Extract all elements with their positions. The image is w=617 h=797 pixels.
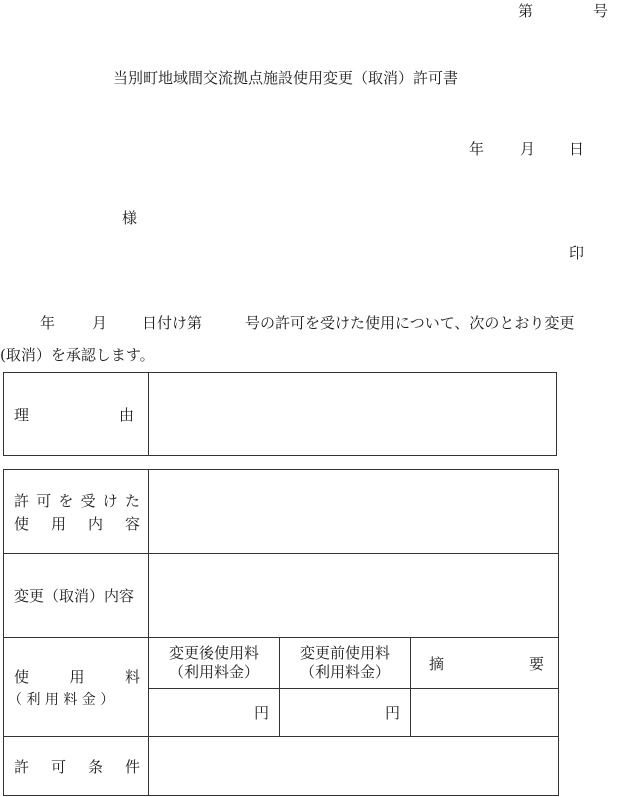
number-go: 号 xyxy=(593,2,609,20)
body-day-tsuke: 日付け第 xyxy=(142,314,203,332)
change-value-cell[interactable] xyxy=(149,554,559,638)
conditions-char: 可 xyxy=(50,757,66,776)
permitted-char: け xyxy=(102,491,118,510)
addressee-sama: 様 xyxy=(122,209,138,227)
after-fee-value[interactable] xyxy=(149,689,280,737)
reason-label-yu: 由 xyxy=(118,405,134,424)
remarks-header xyxy=(411,638,559,689)
before-fee-value[interactable] xyxy=(280,689,411,737)
remarks-header-teki: 摘 xyxy=(429,654,445,673)
after-fee-header xyxy=(149,638,280,689)
permitted-char: 容 xyxy=(124,514,140,533)
number-dai: 第 xyxy=(518,2,534,20)
permitted-char: 内 xyxy=(87,514,103,533)
conditions-char: 許 xyxy=(14,757,30,776)
change-label-cell xyxy=(4,554,149,638)
permitted-char: た xyxy=(124,491,140,510)
body-line2: (取消）を承認します。 xyxy=(0,346,155,364)
after-fee-header-line2: （利用料金） xyxy=(168,663,259,681)
fee-char: 料 xyxy=(124,667,140,686)
seal-mark: 印 xyxy=(569,244,585,262)
body-go-sentence: 号の許可を受けた使用について、次のとおり変更 xyxy=(245,314,575,332)
permitted-char: 可 xyxy=(36,491,52,510)
reason-table xyxy=(3,372,557,456)
permitted-char: を xyxy=(58,491,74,510)
before-fee-header xyxy=(280,638,411,689)
fee-char: 使 xyxy=(14,667,30,686)
fee-char: 用 xyxy=(69,667,85,686)
before-fee-header-line2: （利用料金） xyxy=(299,663,390,681)
conditions-char: 件 xyxy=(124,757,140,776)
change-label: 変更（取消）内容 xyxy=(14,587,135,605)
date-day: 日 xyxy=(569,140,585,158)
conditions-value-cell[interactable] xyxy=(149,737,559,796)
remarks-header-you: 要 xyxy=(528,654,544,673)
permitted-char: 用 xyxy=(50,514,66,533)
date-month: 月 xyxy=(520,140,536,158)
reason-label-ri: 理 xyxy=(14,405,30,424)
date-year: 年 xyxy=(469,140,485,158)
body-month: 月 xyxy=(92,314,108,332)
fee-label-sub: （ 利 用 料 金 ） xyxy=(8,691,115,708)
permitted-char: 許 xyxy=(14,491,30,510)
permitted-char: 使 xyxy=(14,514,30,533)
reason-value-cell[interactable] xyxy=(149,373,557,456)
reason-label-cell xyxy=(4,373,149,456)
after-fee-header-line1: 変更後使用料 xyxy=(168,644,259,662)
permitted-label-cell xyxy=(4,470,149,554)
remarks-value[interactable] xyxy=(411,689,559,737)
conditions-label-cell xyxy=(4,737,149,796)
conditions-char: 条 xyxy=(87,757,103,776)
before-fee-header-line1: 変更前使用料 xyxy=(299,644,390,662)
fee-label-cell xyxy=(4,638,149,737)
body-year: 年 xyxy=(40,314,56,332)
permitted-value-cell[interactable] xyxy=(149,470,559,554)
permitted-char: 受 xyxy=(80,491,96,510)
document-title: 当別町地域間交流拠点施設使用変更（取消）許可書 xyxy=(113,69,459,87)
yen-after: 円 xyxy=(253,704,269,722)
yen-before: 円 xyxy=(384,704,400,722)
detail-table xyxy=(3,469,559,796)
